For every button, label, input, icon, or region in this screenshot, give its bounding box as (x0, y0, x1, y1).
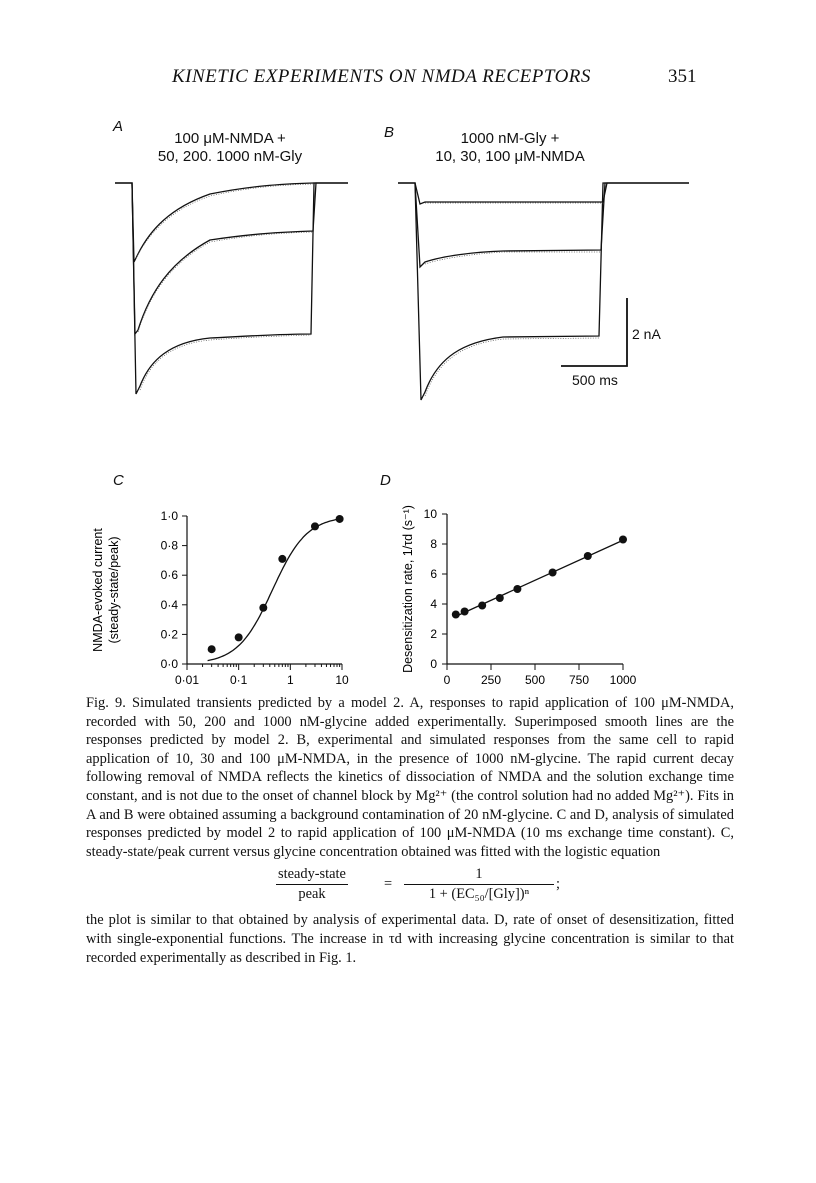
chart-d (390, 488, 650, 688)
d-data-point (478, 602, 486, 610)
panel-a-title-line1: 100 μM-NMDA + (174, 130, 286, 147)
d-x-tick-label: 250 (480, 673, 502, 687)
trace-b-30um-nmda (398, 183, 689, 267)
c-data-point (259, 604, 267, 612)
c-data-point (208, 645, 216, 653)
panel-b-letter: B (384, 124, 395, 141)
panel-b-traces (393, 172, 693, 407)
eq-numerator-right: 1 (404, 865, 554, 885)
d-y-tick-label: 0 (430, 657, 437, 671)
c-y-tick-label: 1·0 (160, 509, 178, 523)
scale-bar (561, 298, 627, 366)
d-data-point (513, 585, 521, 593)
d-x-tick-label: 1000 (609, 673, 637, 687)
c-y-tick-label: 0·2 (160, 627, 178, 642)
trace-b-100um-nmda (398, 183, 689, 400)
panel-c-letter: C (113, 472, 124, 489)
c-data-point (235, 633, 243, 641)
eq-denominator-right: 1 + (EC₅₀/[Gly])ⁿ (428, 885, 530, 902)
page-number: 351 (668, 66, 697, 87)
c-y-axis-label-line1: NMDA-evoked current (91, 528, 105, 652)
c-data-point (311, 522, 319, 530)
panel-a-traces (110, 172, 360, 407)
d-y-tick-label: 4 (430, 597, 437, 611)
c-y-axis-label-line2: (steady-state/peak) (107, 536, 121, 644)
d-y-axis-label: Desensitization rate, 1/τd (s⁻¹) (401, 505, 415, 673)
c-y-tick-label: 0·0 (160, 657, 178, 671)
d-x-tick-label: 500 (524, 673, 546, 687)
scale-time-label: 500 ms (572, 372, 618, 388)
logistic-equation (86, 865, 734, 909)
d-y-tick-label: 8 (430, 537, 437, 551)
caption-paragraph-1: Fig. 9. Simulated transients predicted by a model 2. A, responses to rapid application of 100 μM-NMDA, recorded with 50, 200 and 1000 nM-glycine added experimentally. Superimposed smooth lines are the responses predicted by model 2. B, experimental and simulated responses from the same cell to rapid application of 10, 30 and 100 μM-NMDA, in the presence of 1000 nM-glycine. The rapid current decay following removal of NMDA reflects the kinetics of dissociation of NMDA and the solution exchange time constant, and is not due to the onset of channel block by Mg²⁺ (the control solution had no added Mg²⁺). Fits in A and B were obtained assuming a background contamination of 20 nM-glycine. C and D, analysis of simulated responses predicted by model 2 to rapid application of 100 μM-NMDA (10 ms exchange time constant). C, steady-state/peak current versus glycine concentration obtained was fitted with the logistic equation (86, 695, 734, 860)
c-fit-curve (208, 519, 342, 661)
eq-denominator-left: peak (298, 885, 326, 902)
d-data-point (461, 608, 469, 616)
figure-caption (86, 694, 734, 967)
d-y-tick-label: 2 (430, 627, 437, 641)
c-data-point (278, 555, 286, 563)
c-y-tick-label: 0·8 (160, 538, 178, 553)
eq-end: ; (556, 876, 560, 893)
d-data-point (452, 611, 460, 619)
d-y-tick-label: 6 (430, 567, 437, 581)
page-header (0, 66, 816, 96)
scale-current-label: 2 nA (632, 326, 661, 342)
caption-paragraph-2: the plot is similar to that obtained by analysis of experimental data. D, rate of onset of desensitization, fitted with single-exponential functions. The increase in τd with increasing glycine concentration is similar to that recorded experimentally as described in Fig. 1. (86, 912, 734, 966)
eq-numerator-left: steady-state (276, 865, 348, 885)
c-x-tick-label: 0·1 (229, 673, 248, 687)
d-data-point (584, 552, 592, 560)
d-y-tick-label: 10 (423, 507, 437, 521)
panel-a-letter: A (113, 118, 124, 135)
c-y-tick-label: 0·6 (160, 568, 178, 583)
d-data-point (549, 569, 557, 577)
trace-b-10um-nmda (398, 183, 689, 204)
panel-a-title-line2: 50, 200. 1000 nM-Gly (157, 148, 303, 165)
c-y-tick-label: 0·4 (160, 597, 178, 612)
d-data-point (496, 594, 504, 602)
c-x-tick-label: 1 (286, 673, 294, 687)
panel-d-letter: D (380, 472, 391, 489)
d-x-tick-label: 0 (443, 673, 451, 687)
running-title: KINETIC EXPERIMENTS ON NMDA RECEPTORS (172, 66, 591, 87)
panel-b-title-line2: 10, 30, 100 μM-NMDA (435, 148, 585, 165)
c-x-tick-label: 0·01 (174, 673, 200, 687)
trace-a-1000nm-gly (115, 183, 348, 394)
panel-b-title-line1: 1000 nM-Gly + (460, 130, 560, 147)
d-data-point (619, 536, 627, 544)
chart-c (80, 490, 370, 690)
d-x-tick-label: 750 (568, 673, 590, 687)
c-data-point (336, 515, 344, 523)
eq-equals: = (384, 876, 393, 893)
c-x-tick-label: 10 (335, 673, 349, 687)
